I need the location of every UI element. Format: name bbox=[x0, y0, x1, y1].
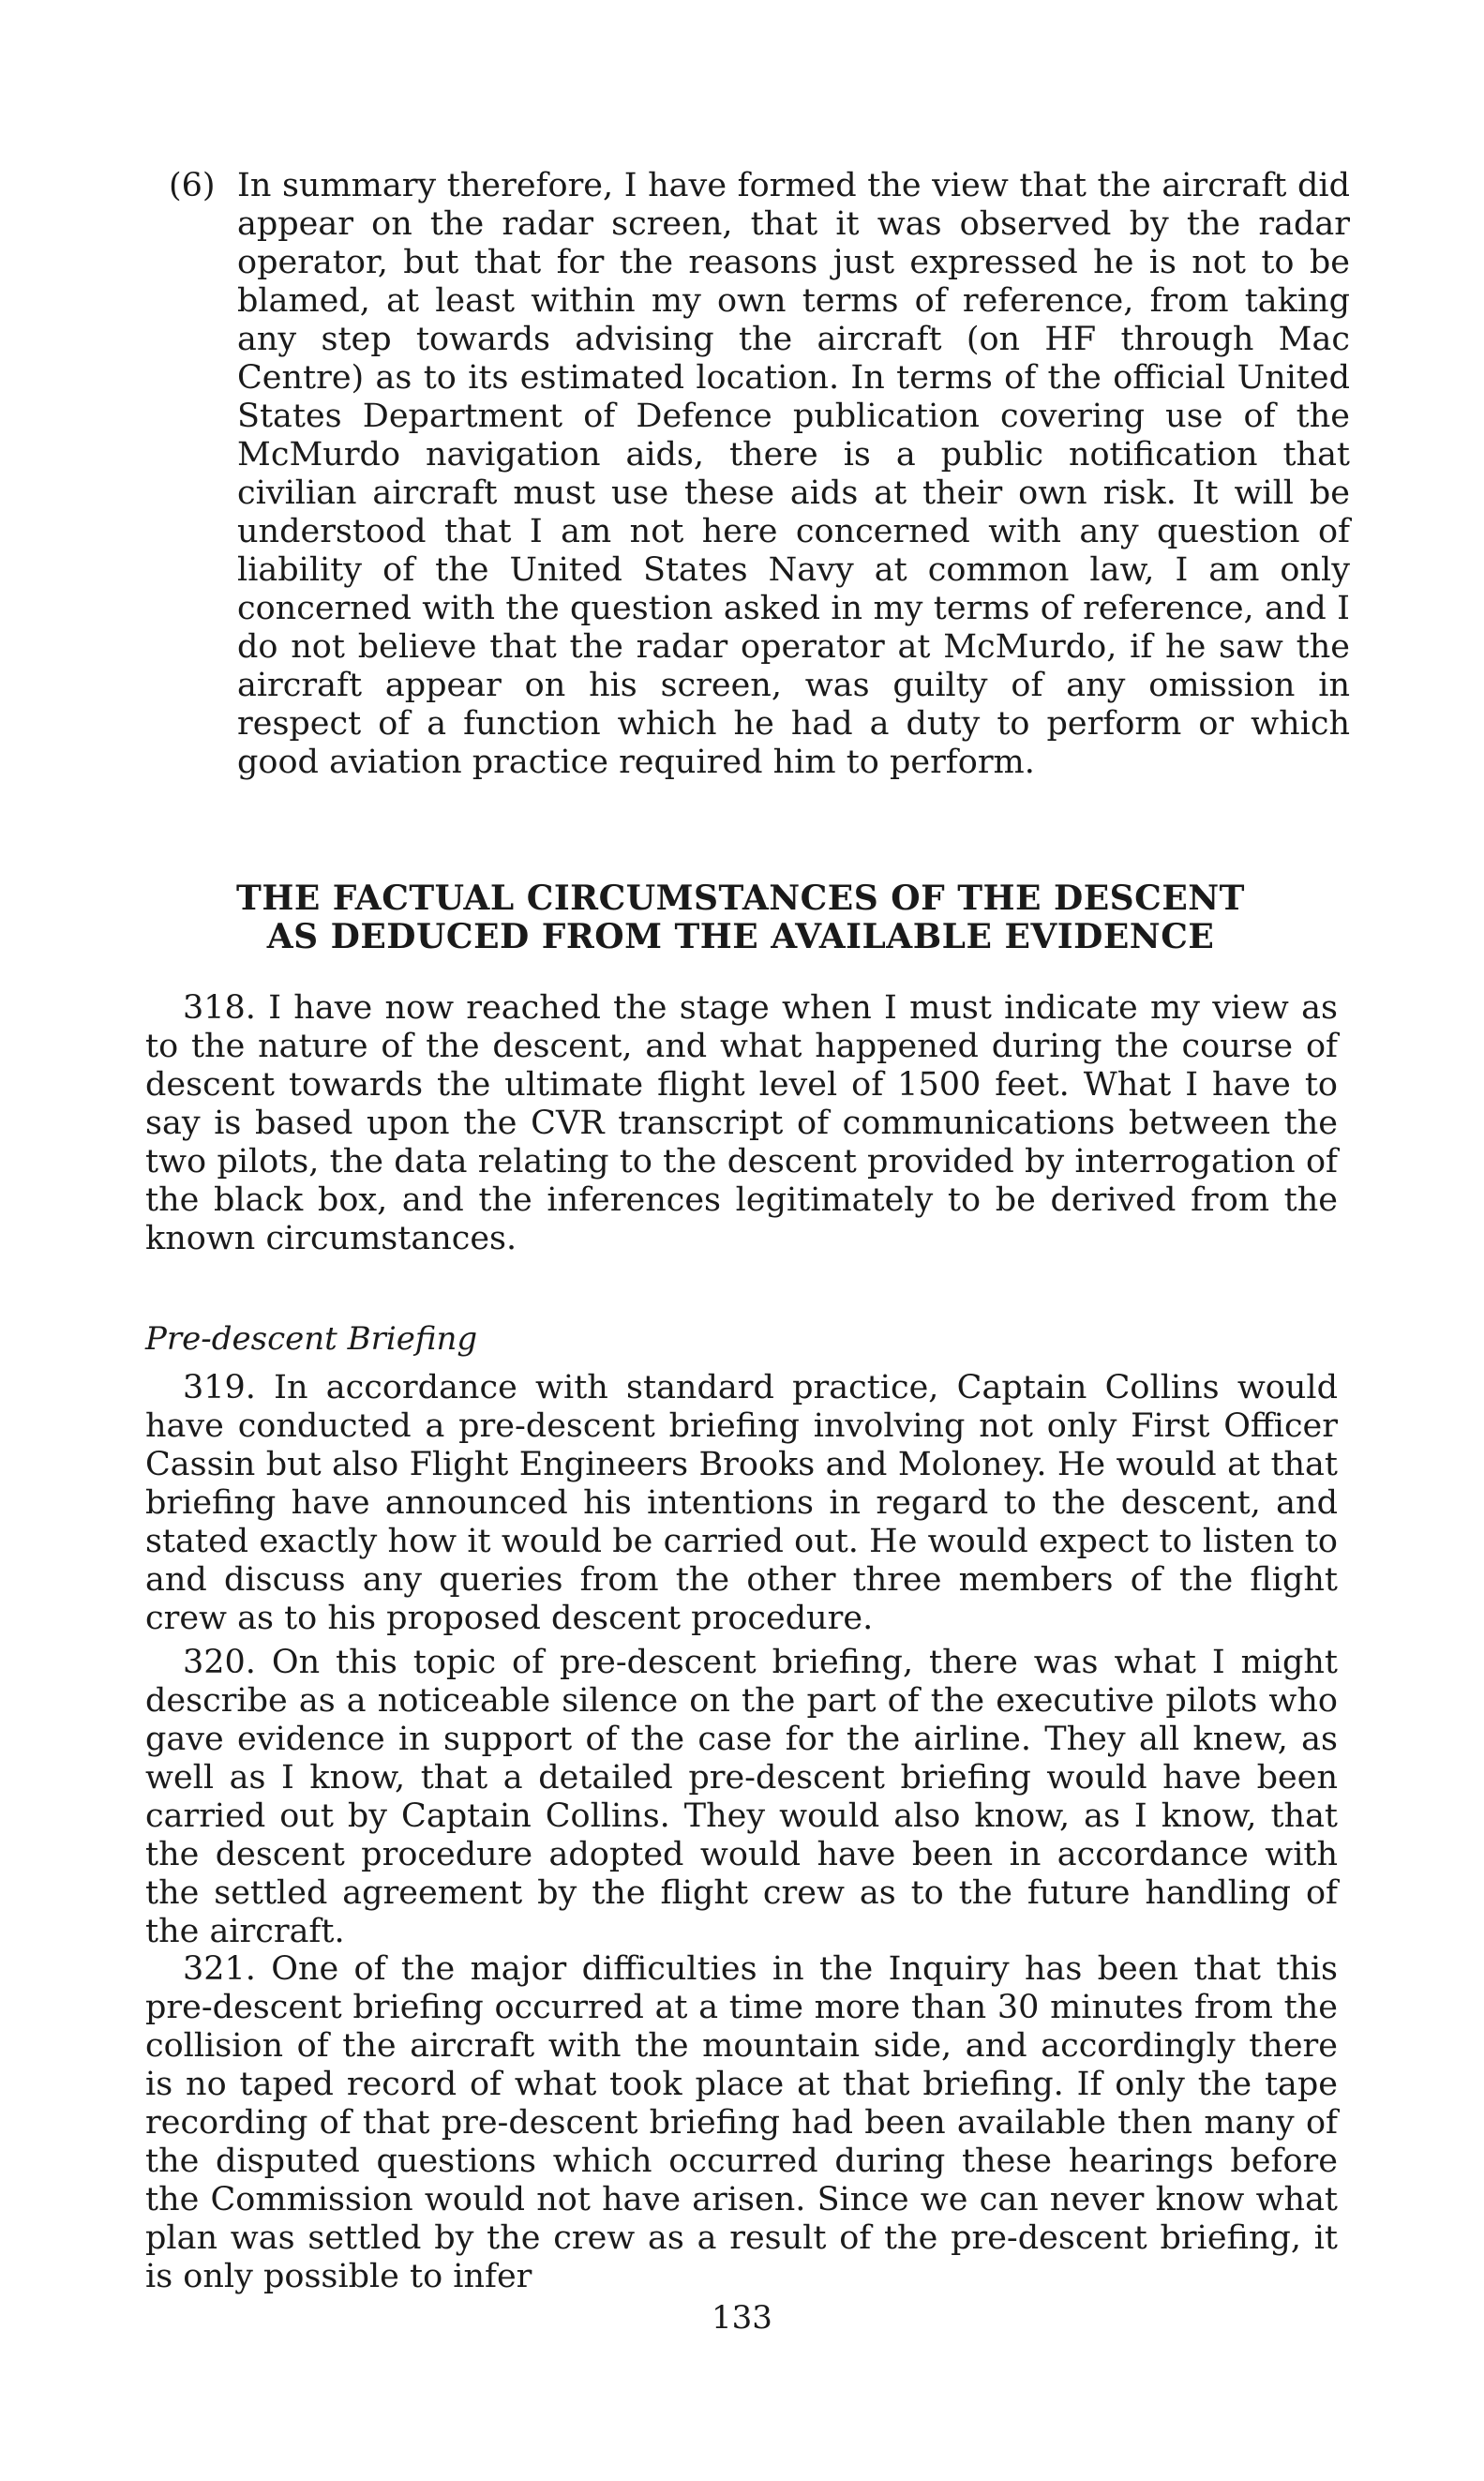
item-text: In summary therefore, I have formed the view that the aircraft did appear on the radar screen, that it was observed by the radar operator, but that for the reasons just expressed he is not to be blamed, at least within my own terms of reference, from taking any step towards advising the aircraft (on HF through Mac Centre) as to its estimated location. In terms of the official United States Department of Defence publication covering use of the McMurdo navigation aids, there is a public notification that civilian aircraft must use these aids at their own risk. It will be understood that I am not here concerned with any question of liability of the United States Navy at common law, I am only concerned with the question asked in my terms of reference, and I do not believe that the radar operator at McMurdo, if he saw the aircraft appear on his screen, was guilty of any omission in respect of a function which he had a duty to perform or which good aviation practice required him to perform. bbox=[237, 167, 1350, 781]
section-heading-line-2: AS DEDUCED FROM THE AVAILABLE EVIDENCE bbox=[266, 917, 1215, 956]
subheading-pre-descent-briefing: Pre-descent Briefing bbox=[145, 1320, 478, 1358]
page-number: 133 bbox=[712, 2299, 772, 2337]
paragraph-320: 320. On this topic of pre-descent briefing, there was what I might describe as a noticeable silence on the part of the executive pilots who gave evidence in support of the case for the airline. They all knew, as well as I know, that a detailed pre-descent briefing would have been carried out by Captain Collins. They would also know, as I know, that the descent procedure adopted would have been in accordance with the settled agreement by the flight crew as to the future handling of the aircraft. bbox=[145, 1644, 1338, 1950]
paragraph-319: 319. In accordance with standard practice, Captain Collins would have conducted a pre-descent briefing involving not only First Officer Cassin but also Flight Engineers Brooks and Moloney. He would at that briefing have announced his intentions in regard to the descent, and stated exactly how it would be carried out. He would expect to listen to and discuss any queries from the other three members of the flight crew as to his proposed descent procedure. bbox=[145, 1369, 1338, 1637]
paragraph-321: 321. One of the major difficulties in the Inquiry has been that this pre-descent briefing occurred at a time more than 30 minutes from the collision of the aircraft with the mountain side, and accordingly there is no taped record of what took place at that briefing. If only the tape recording of that pre-descent briefing had been available then many of the disputed questions which occurred during these hearings before the Commission would not have arisen. Since we can never know what plan was settled by the crew as a result of the pre-descent briefing, it is only possible to infer bbox=[145, 1950, 1338, 2295]
section-heading-line-1: THE FACTUAL CIRCUMSTANCES OF THE DESCENT bbox=[236, 879, 1245, 918]
section-heading bbox=[131, 880, 1350, 956]
paragraph-318: 318. I have now reached the stage when I must indicate my view as to the nature of the descent, and what happened during the course of descent towards the ultimate flight level of 1500 feet. What I have to say is based upon the CVR transcript of communications between the two pilots, the data relating to the descent provided by interrogation of the black box, and the inferences legitimately to be derived from the known circumstances. bbox=[145, 989, 1338, 1257]
item-number: (6) bbox=[169, 167, 216, 204]
summary-paragraph-6 bbox=[169, 167, 1350, 782]
